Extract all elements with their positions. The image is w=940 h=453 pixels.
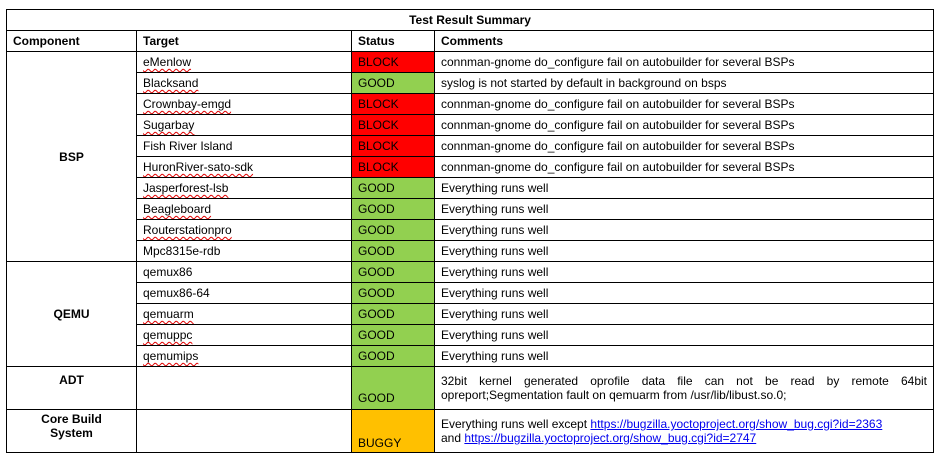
target-name: qemumips	[143, 349, 199, 363]
target-cell-empty	[137, 410, 352, 453]
table-row	[7, 304, 934, 325]
status-badge: GOOD	[352, 199, 435, 220]
bug-link-2363[interactable]: https://bugzilla.yoctoproject.org/show_bug.cgi?id=2363	[590, 417, 883, 431]
comment-cell: connman-gnome do_configure fail on autobuilder for several BSPs	[435, 115, 934, 136]
target-name: qemux86	[143, 265, 193, 279]
table-row	[7, 325, 934, 346]
table-row	[7, 220, 934, 241]
comment-cell-core	[435, 410, 934, 453]
comment-cell: Everything runs well	[435, 220, 934, 241]
target-name: qemuarm	[143, 307, 194, 321]
status-badge: BUGGY	[352, 410, 435, 453]
target-name: eMenlow	[143, 55, 192, 69]
core-comment-and: and	[441, 431, 462, 445]
comment-cell: Everything runs well	[435, 325, 934, 346]
header-status: Status	[352, 31, 435, 52]
target-cell	[137, 73, 352, 94]
status-badge: GOOD	[352, 178, 435, 199]
comment-cell: Everything runs well	[435, 346, 934, 367]
table-row	[7, 346, 934, 367]
status-badge: GOOD	[352, 325, 435, 346]
table-title: Test Result Summary	[7, 10, 934, 31]
target-name: HuronRiver-sato-sdk	[143, 160, 254, 174]
status-badge: BLOCK	[352, 94, 435, 115]
table-row	[7, 52, 934, 73]
comment-cell: Everything runs well	[435, 262, 934, 283]
table-row-core	[7, 410, 934, 453]
target-cell	[137, 115, 352, 136]
target-name: Sugarbay	[143, 118, 195, 132]
status-badge: GOOD	[352, 283, 435, 304]
table-row	[7, 136, 934, 157]
status-badge: BLOCK	[352, 52, 435, 73]
comment-cell: Everything runs well	[435, 304, 934, 325]
target-name: Jasperforest-lsb	[143, 181, 229, 195]
target-cell	[137, 157, 352, 178]
comment-cell: connman-gnome do_configure fail on autobuilder for several BSPs	[435, 94, 934, 115]
comment-cell: connman-gnome do_configure fail on autobuilder for several BSPs	[435, 157, 934, 178]
table-row	[7, 199, 934, 220]
component-qemu: QEMU	[7, 262, 137, 367]
component-core-build-system	[7, 410, 137, 453]
target-cell	[137, 325, 352, 346]
target-name: Crownbay-emgd	[143, 97, 232, 111]
comment-cell-adt	[435, 367, 934, 410]
table-row	[7, 241, 934, 262]
header-target: Target	[137, 31, 352, 52]
test-result-summary-table	[6, 9, 934, 453]
table-row	[7, 115, 934, 136]
comment-cell: Everything runs well	[435, 199, 934, 220]
core-comment-line2	[441, 431, 927, 445]
target-name: Blacksand	[143, 76, 199, 90]
table-row	[7, 157, 934, 178]
target-cell	[137, 52, 352, 73]
target-cell	[137, 346, 352, 367]
core-comment-line1	[441, 417, 927, 431]
comment-cell: Everything runs well	[435, 178, 934, 199]
status-badge: GOOD	[352, 367, 435, 410]
target-name: Routerstationpro	[143, 223, 232, 237]
comment-cell: Everything runs well	[435, 283, 934, 304]
header-comments: Comments	[435, 31, 934, 52]
target-cell	[137, 283, 352, 304]
bug-link-2747[interactable]: https://bugzilla.yoctoproject.org/show_bug.cgi?id=2747	[464, 431, 757, 445]
table-row	[7, 94, 934, 115]
adt-comment-line1: 32bit kernel generated oprofile data file can not be read by remote 64bit	[441, 374, 928, 388]
header-component: Component	[7, 31, 137, 52]
status-badge: BLOCK	[352, 136, 435, 157]
target-cell	[137, 304, 352, 325]
core-label-line1: Core Build	[41, 412, 102, 426]
core-comment-prefix: Everything runs well except	[441, 417, 588, 431]
target-name: qemux86-64	[143, 286, 210, 300]
comment-cell: connman-gnome do_configure fail on autobuilder for several BSPs	[435, 52, 934, 73]
core-label-line2: System	[50, 426, 93, 440]
status-badge: GOOD	[352, 346, 435, 367]
target-cell	[137, 94, 352, 115]
status-badge: BLOCK	[352, 115, 435, 136]
comment-cell: Everything runs well	[435, 241, 934, 262]
target-cell	[137, 199, 352, 220]
table-row	[7, 178, 934, 199]
target-cell	[137, 178, 352, 199]
target-cell	[137, 241, 352, 262]
target-name: Fish River Island	[143, 139, 233, 153]
status-badge: GOOD	[352, 241, 435, 262]
table-row	[7, 283, 934, 304]
target-name: Mpc8315e-rdb	[143, 244, 221, 258]
title-row	[7, 10, 934, 31]
status-badge: GOOD	[352, 220, 435, 241]
comment-cell: syslog is not started by default in background on bsps	[435, 73, 934, 94]
table-row-adt	[7, 367, 934, 410]
target-name: Beagleboard	[143, 202, 212, 216]
target-cell	[137, 136, 352, 157]
target-cell	[137, 220, 352, 241]
table-row	[7, 262, 934, 283]
target-cell-empty	[137, 367, 352, 410]
table-row	[7, 73, 934, 94]
adt-comment-line2: opreport;Segmentation fault on qemuarm from /usr/lib/libust.so.0;	[441, 388, 787, 402]
component-bsp: BSP	[7, 52, 137, 262]
status-badge: BLOCK	[352, 157, 435, 178]
status-badge: GOOD	[352, 262, 435, 283]
status-badge: GOOD	[352, 304, 435, 325]
header-row	[7, 31, 934, 52]
component-adt: ADT	[7, 367, 137, 410]
comment-cell: connman-gnome do_configure fail on autobuilder for several BSPs	[435, 136, 934, 157]
target-name: qemuppc	[143, 328, 193, 342]
status-badge: GOOD	[352, 73, 435, 94]
target-cell	[137, 262, 352, 283]
